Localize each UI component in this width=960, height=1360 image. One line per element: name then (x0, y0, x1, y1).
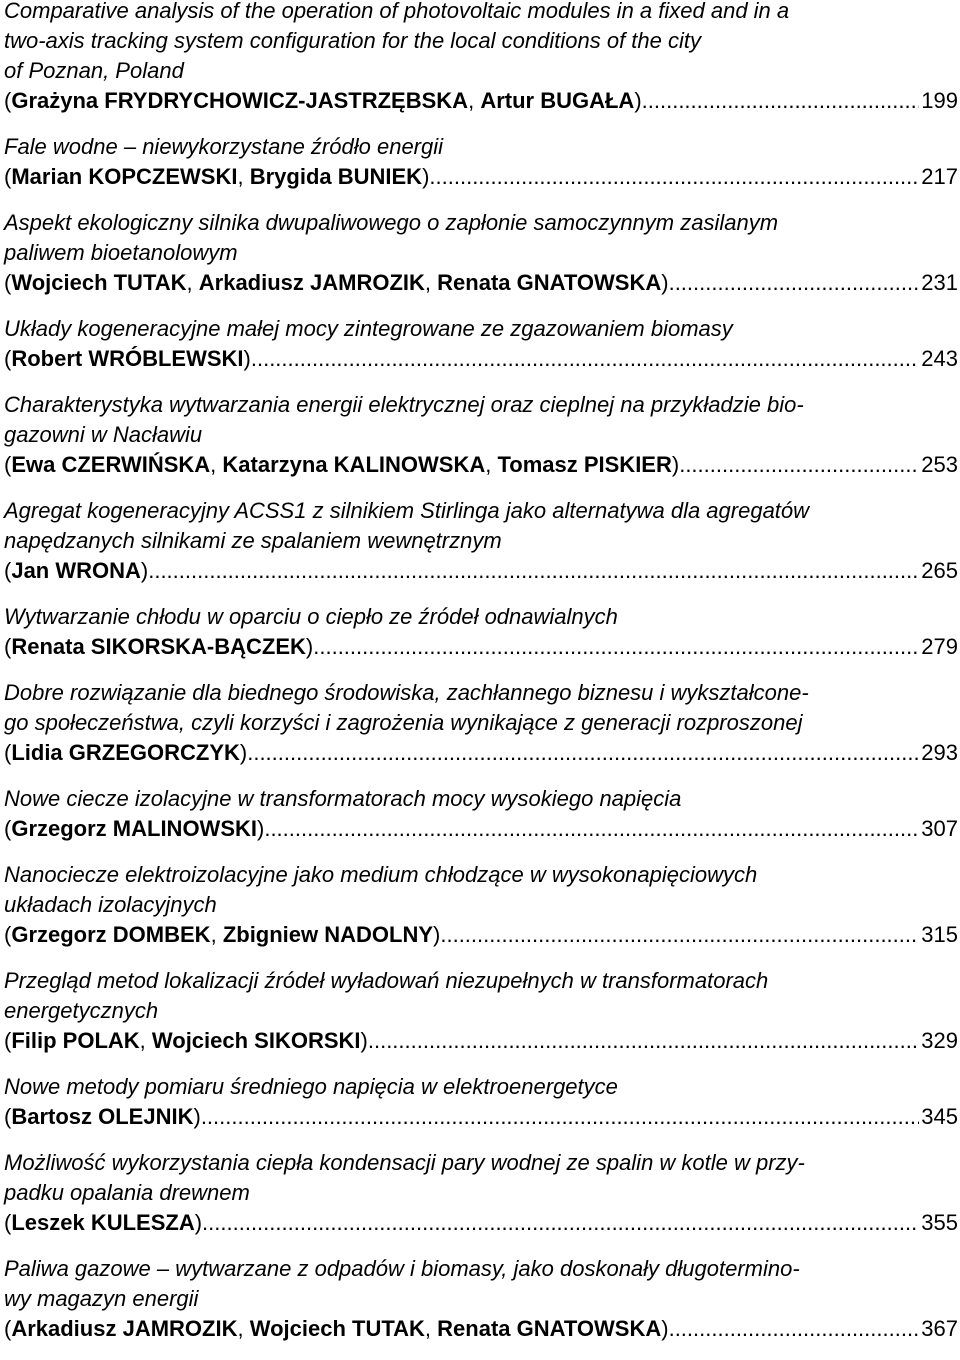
dot-leader (669, 268, 920, 298)
entry-title-line: energetycznych (4, 998, 159, 1023)
dot-leader (201, 1102, 919, 1132)
entry-page-number: 217 (921, 164, 958, 189)
entry-title-line: padku opalania drewnem (4, 1180, 250, 1205)
table-of-contents (4, 0, 958, 1360)
entry-title-line: Układy kogeneracyjne małej mocy zintegrowane ze zgazowaniem biomasy (4, 316, 733, 341)
entry-page-number: 199 (921, 88, 958, 113)
toc-entry (4, 1254, 958, 1344)
entry-page-number: 307 (921, 816, 958, 841)
toc-entry (4, 208, 958, 298)
toc-entry (4, 0, 958, 116)
entry-page-number: 367 (921, 1316, 958, 1341)
entry-title-line: Nowe ciecze izolacyjne w transformatorach mocy wysokiego napięcia (4, 786, 682, 811)
dot-leader (251, 344, 919, 374)
entry-title-line: Comparative analysis of the operation of photovoltaic modules in a fixed and in a (4, 0, 790, 23)
entry-authors-line (4, 556, 958, 586)
dot-leader (368, 1026, 919, 1056)
entry-authors-line (4, 814, 958, 844)
entry-title-line: gazowni w Nacławiu (4, 422, 203, 447)
dot-leader (679, 450, 919, 480)
entry-title-line: paliwem bioetanolowym (4, 240, 238, 265)
entry-title-line: Charakterystyka wytwarzania energii elektrycznej oraz cieplnej na przykładzie bio- (4, 392, 804, 417)
toc-entry (4, 390, 958, 480)
entry-page-number: 345 (921, 1104, 958, 1129)
toc-entry (4, 314, 958, 374)
entry-authors-line (4, 268, 958, 298)
entry-title-line: układach izolacyjnych (4, 892, 217, 917)
entry-authors: (Filip POLAK, Wojciech SIKORSKI) (4, 1028, 368, 1053)
entry-title-line: Możliwość wykorzystania ciepła kondensacji pary wodnej ze spalin w kotle w przy- (4, 1150, 805, 1175)
entry-page-number: 315 (921, 922, 958, 947)
toc-entry (4, 496, 958, 586)
entry-title-line: wy magazyn energii (4, 1286, 199, 1311)
entry-title-line: Aspekt ekologiczny silnika dwupaliwowego o zapłonie samoczynnym zasilanym (4, 210, 779, 235)
entry-page-number: 329 (921, 1028, 958, 1053)
entry-authors: (Jan WRONA) (4, 558, 149, 583)
entry-authors-line (4, 450, 958, 480)
entry-authors-line (4, 1026, 958, 1056)
entry-title-line: Przegląd metod lokalizacji źródeł wyładowań niezupełnych w transformatorach (4, 968, 769, 993)
entry-title-line: napędzanych silnikami ze spalaniem wewnętrznym (4, 528, 502, 553)
entry-page-number: 279 (921, 634, 958, 659)
dot-leader (440, 920, 919, 950)
toc-entry (4, 1072, 958, 1132)
entry-authors: (Wojciech TUTAK, Arkadiusz JAMROZIK, Renata GNATOWSKA) (4, 270, 669, 295)
entry-title-line: Fale wodne – niewykorzystane źródło energii (4, 134, 444, 159)
entry-title-line: two-axis tracking system configuration for the local conditions of the city (4, 28, 701, 53)
entry-authors-line (4, 344, 958, 374)
entry-page-number: 231 (921, 270, 958, 295)
entry-authors: (Grażyna FRYDRYCHOWICZ-JASTRZĘBSKA, Artur BUGAŁA) (4, 88, 642, 113)
entry-title-line: Dobre rozwiązanie dla biednego środowiska, zachłannego biznesu i wykształcone- (4, 680, 809, 705)
entry-authors: (Bartosz OLEJNIK) (4, 1104, 201, 1129)
entry-authors-line (4, 1208, 958, 1238)
entry-authors-line (4, 920, 958, 950)
entry-title-line: Paliwa gazowe – wytwarzane z odpadów i biomasy, jako doskonały długotermino- (4, 1256, 800, 1281)
entry-title-line: go społeczeństwa, czyli korzyści i zagrożenia wynikające z generacji rozproszonej (4, 710, 803, 735)
entry-authors: (Grzegorz DOMBEK, Zbigniew NADOLNY) (4, 922, 441, 947)
entry-title-line: of Poznan, Poland (4, 58, 184, 83)
entry-authors: (Arkadiusz JAMROZIK, Wojciech TUTAK, Renata GNATOWSKA) (4, 1316, 669, 1341)
dot-leader (642, 86, 920, 116)
toc-entry (4, 966, 958, 1056)
entry-authors-line (4, 632, 958, 662)
dot-leader (202, 1208, 919, 1238)
entry-page-number: 293 (921, 740, 958, 765)
entry-authors: (Renata SIKORSKA-BĄCZEK) (4, 634, 314, 659)
entry-authors-line (4, 86, 958, 116)
dot-leader (148, 556, 919, 586)
entry-title-line: Agregat kogeneracyjny ACSS1 z silnikiem Stirlinga jako alternatywa dla agregatów (4, 498, 810, 523)
entry-page-number: 265 (921, 558, 958, 583)
entry-authors-line (4, 738, 958, 768)
entry-authors: (Ewa CZERWIŃSKA, Katarzyna KALINOWSKA, Tomasz PISKIER) (4, 452, 680, 477)
dot-leader (436, 162, 920, 192)
entry-authors: (Leszek KULESZA) (4, 1210, 203, 1235)
dot-leader (264, 814, 919, 844)
toc-entry (4, 602, 958, 662)
toc-entry (4, 678, 958, 768)
entry-authors: (Robert WRÓBLEWSKI) (4, 346, 251, 371)
entry-authors-line (4, 1102, 958, 1132)
entry-title-line: Nanociecze elektroizolacyjne jako medium chłodzące w wysokonapięciowych (4, 862, 758, 887)
entry-page-number: 253 (921, 452, 958, 477)
toc-entry (4, 1148, 958, 1238)
entry-page-number: 243 (921, 346, 958, 371)
entry-authors: (Marian KOPCZEWSKI, Brygida BUNIEK). (4, 164, 436, 189)
toc-entry (4, 784, 958, 844)
entry-authors: (Grzegorz MALINOWSKI) (4, 816, 265, 841)
entry-title-line: Nowe metody pomiaru średniego napięcia w elektroenergetyce (4, 1074, 618, 1099)
entry-page-number: 355 (921, 1210, 958, 1235)
toc-entry (4, 132, 958, 192)
dot-leader (247, 738, 919, 768)
entry-authors: (Lidia GRZEGORCZYK) (4, 740, 248, 765)
entry-title-line: Wytwarzanie chłodu w oparciu o ciepło ze źródeł odnawialnych (4, 604, 618, 629)
entry-authors-line (4, 162, 958, 192)
toc-entry (4, 860, 958, 950)
dot-leader (313, 632, 919, 662)
